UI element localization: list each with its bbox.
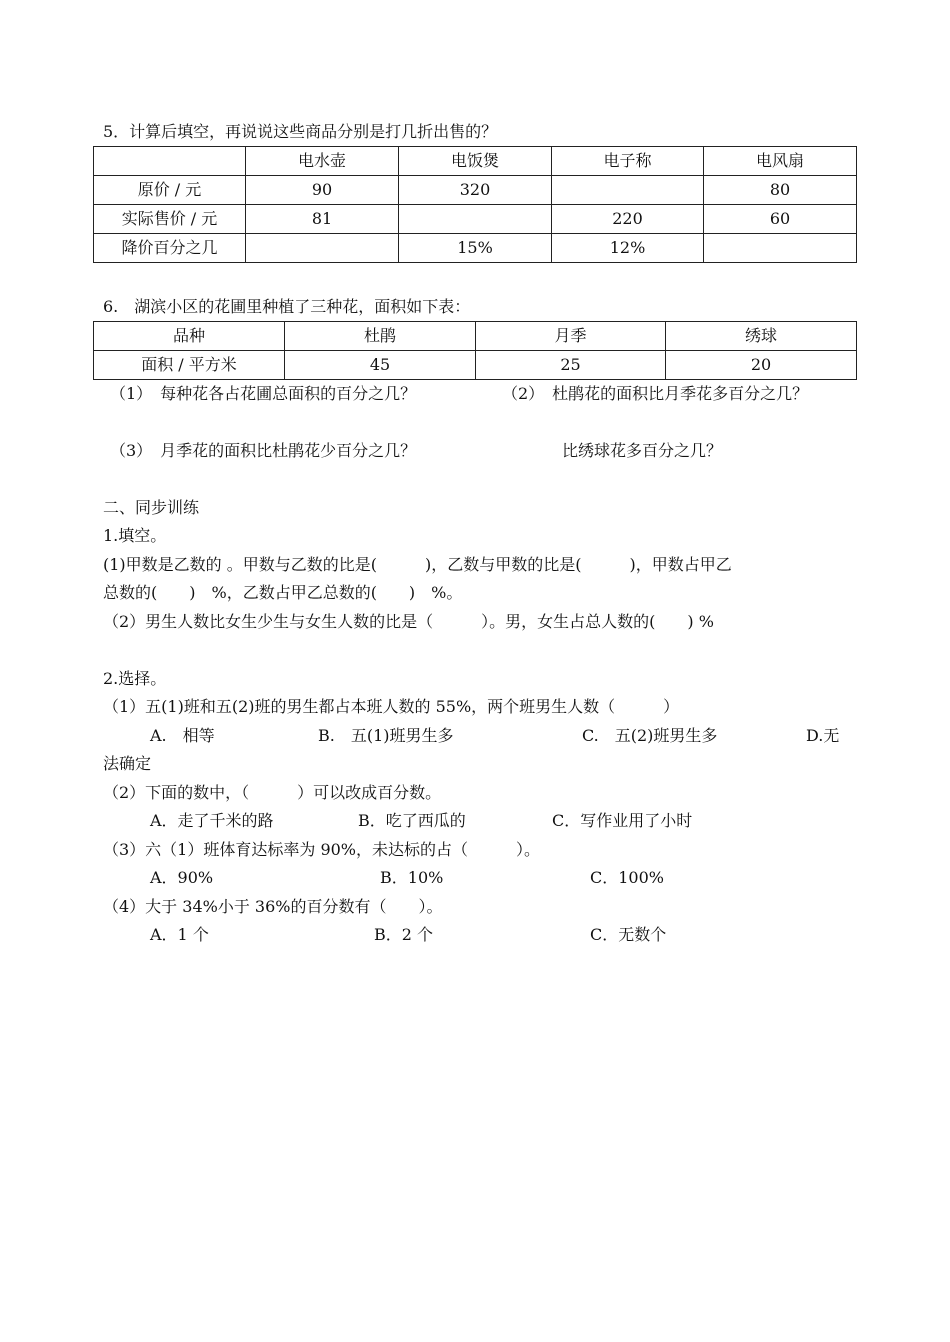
q5-title: 5．计算后填空，再说说这些商品分别是打几折出售的？: [103, 122, 498, 141]
q6-sub1: （1） 每种花各占花圃总面积的百分之几？: [110, 384, 417, 403]
q6-sub3b: 比绣球花多百分之几？: [562, 441, 723, 460]
table-cell: 杜鹃: [285, 322, 476, 351]
table-cell: 60: [704, 205, 857, 234]
fill-title: 1.填空。: [103, 526, 167, 545]
choice-2: （2）下面的数中，（ ）可以改成百分数。: [103, 783, 442, 802]
table-row: [94, 351, 857, 380]
table-cell: 月季: [476, 322, 666, 351]
q6-title: 6. 湖滨小区的花圃里种植了三种花，面积如下表：: [103, 297, 471, 316]
table-row: [94, 234, 857, 263]
choice-1: （1）五(1)班和五(2)班的男生都占本班人数的 55%，两个班男生人数（ ）: [103, 697, 680, 716]
choice-1-option-d-continued: 法确定: [103, 754, 152, 773]
table-cell: 降价百分之几: [94, 234, 246, 263]
q6-sub3: （3） 月季花的面积比杜鹃花少百分之几？: [110, 441, 417, 460]
q6-sub2: （2） 杜鹃花的面积比月季花多百分之几？: [502, 384, 809, 403]
table-header-row: [94, 322, 857, 351]
choice-4: （4）大于 34%小于 36%的百分数有（ ）。: [103, 897, 443, 916]
table-cell: 20: [666, 351, 857, 380]
table-cell: [552, 176, 704, 205]
table-cell: 绣球: [666, 322, 857, 351]
table-cell: 220: [552, 205, 704, 234]
table-cell: [246, 234, 399, 263]
table-cell: 80: [704, 176, 857, 205]
table-header-row: [94, 147, 857, 176]
table-cell: [94, 147, 246, 176]
choice-4-option-a: A．1 个: [150, 925, 209, 944]
choice-1-option-d: D.无: [806, 726, 840, 745]
choice-1-option-c: C. 五(2)班男生多: [582, 726, 718, 745]
table-cell: 实际售价 / 元: [94, 205, 246, 234]
choice-2-option-c: C．写作业用了小时: [552, 811, 693, 830]
table-cell: 15%: [399, 234, 552, 263]
table-cell: 81: [246, 205, 399, 234]
choice-3-option-a: A．90%: [150, 868, 214, 887]
table-cell: 90: [246, 176, 399, 205]
table-row: [94, 176, 857, 205]
table-cell: [704, 234, 857, 263]
fill2: （2）男生人数比女生少生与女生人数的比是（ ）。男，女生占总人数的( ) %: [103, 612, 714, 631]
table-cell: 电饭煲: [399, 147, 552, 176]
fill1-line2: 总数的( ) %，乙数占甲乙总数的( ) %。: [103, 583, 463, 602]
fill1-line1: (1)甲数是乙数的 。甲数与乙数的比是( )，乙数与甲数的比是( )，甲数占甲乙: [103, 555, 732, 574]
table-cell: 45: [285, 351, 476, 380]
section-heading: 二、同步训练: [103, 498, 200, 517]
choice-4-option-b: B．2 个: [374, 925, 434, 944]
choice-3-option-b: B．10%: [380, 868, 444, 887]
q5-table: [93, 146, 857, 263]
table-cell: 电子称: [552, 147, 704, 176]
table-cell: 电风扇: [704, 147, 857, 176]
choice-1-option-b: B. 五(1)班男生多: [318, 726, 454, 745]
table-cell: 电水壶: [246, 147, 399, 176]
table-cell: 12%: [552, 234, 704, 263]
table-cell: [399, 205, 552, 234]
choice-4-option-c: C．无数个: [590, 925, 667, 944]
q6-table: [93, 321, 857, 380]
table-cell: 320: [399, 176, 552, 205]
choice-3-option-c: C．100%: [590, 868, 664, 887]
table-row: [94, 205, 857, 234]
table-cell: 25: [476, 351, 666, 380]
choice-1-option-a: A. 相等: [150, 726, 215, 745]
table-cell: 面积 / 平方米: [94, 351, 285, 380]
table-cell: 原价 / 元: [94, 176, 246, 205]
choice-2-option-b: B．吃了西瓜的: [358, 811, 466, 830]
table-cell: 品种: [94, 322, 285, 351]
choice-title: 2.选择。: [103, 669, 167, 688]
choice-2-option-a: A．走了千米的路: [150, 811, 274, 830]
choice-3: （3）六（1）班体育达标率为 90%，未达标的占（ ）。: [103, 840, 541, 859]
